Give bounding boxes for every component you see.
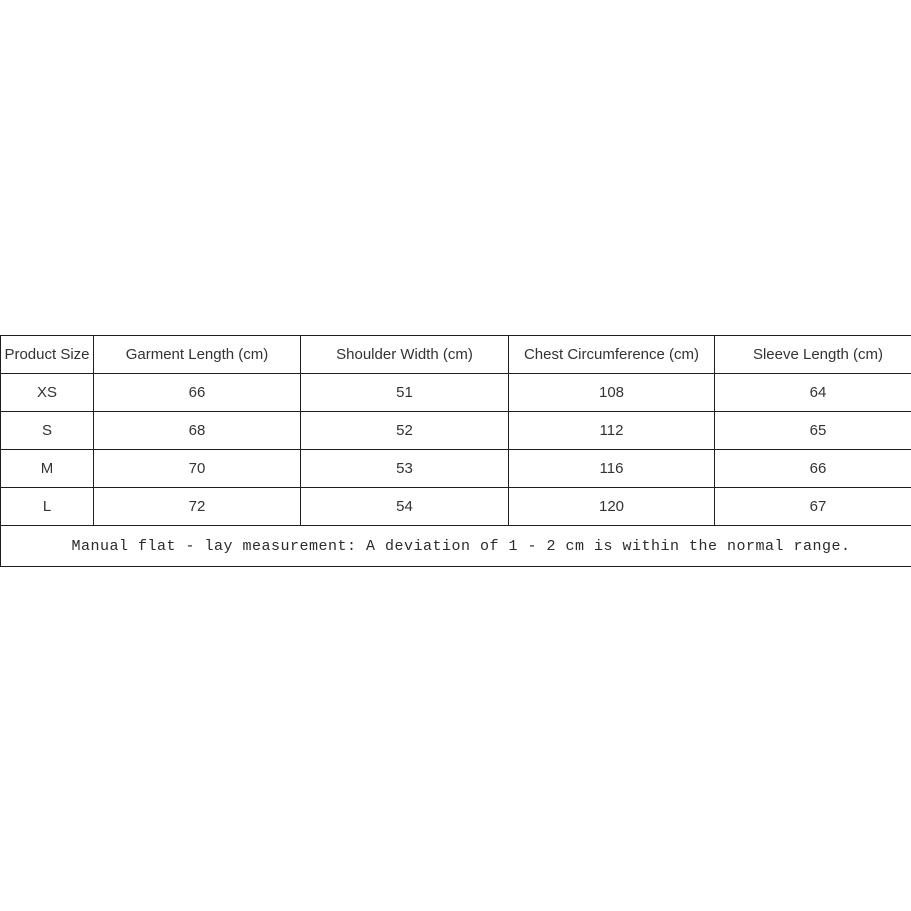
sleeve-length-value: 65 [715, 412, 911, 450]
shoulder-width-value: 54 [301, 488, 509, 526]
shoulder-width-value: 52 [301, 412, 509, 450]
size-label: XS [1, 374, 94, 412]
column-header-product-size: Product Size [1, 336, 94, 374]
size-label: L [1, 488, 94, 526]
shoulder-width-value: 51 [301, 374, 509, 412]
chest-circumference-value: 116 [509, 450, 715, 488]
column-header-garment-length: Garment Length (cm) [94, 336, 301, 374]
size-row-xs [1, 374, 911, 412]
size-label: M [1, 450, 94, 488]
chest-circumference-value: 108 [509, 374, 715, 412]
column-header-chest-circumference: Chest Circumference (cm) [509, 336, 715, 374]
garment-length-value: 66 [94, 374, 301, 412]
garment-length-value: 70 [94, 450, 301, 488]
size-chart [0, 335, 911, 567]
size-row-m [1, 450, 911, 488]
size-label: S [1, 412, 94, 450]
chest-circumference-value: 120 [509, 488, 715, 526]
size-row-s [1, 412, 911, 450]
garment-length-value: 72 [94, 488, 301, 526]
measurement-note: Manual flat - lay measurement: A deviation of 1 - 2 cm is within the normal range. [1, 526, 911, 567]
column-header-shoulder-width: Shoulder Width (cm) [301, 336, 509, 374]
size-row-l [1, 488, 911, 526]
garment-length-value: 68 [94, 412, 301, 450]
chest-circumference-value: 112 [509, 412, 715, 450]
shoulder-width-value: 53 [301, 450, 509, 488]
column-header-sleeve-length: Sleeve Length (cm) [715, 336, 911, 374]
sleeve-length-value: 66 [715, 450, 911, 488]
sleeve-length-value: 64 [715, 374, 911, 412]
note-row [1, 526, 911, 567]
sleeve-length-value: 67 [715, 488, 911, 526]
header-row [1, 336, 911, 374]
size-chart-table [0, 335, 911, 567]
